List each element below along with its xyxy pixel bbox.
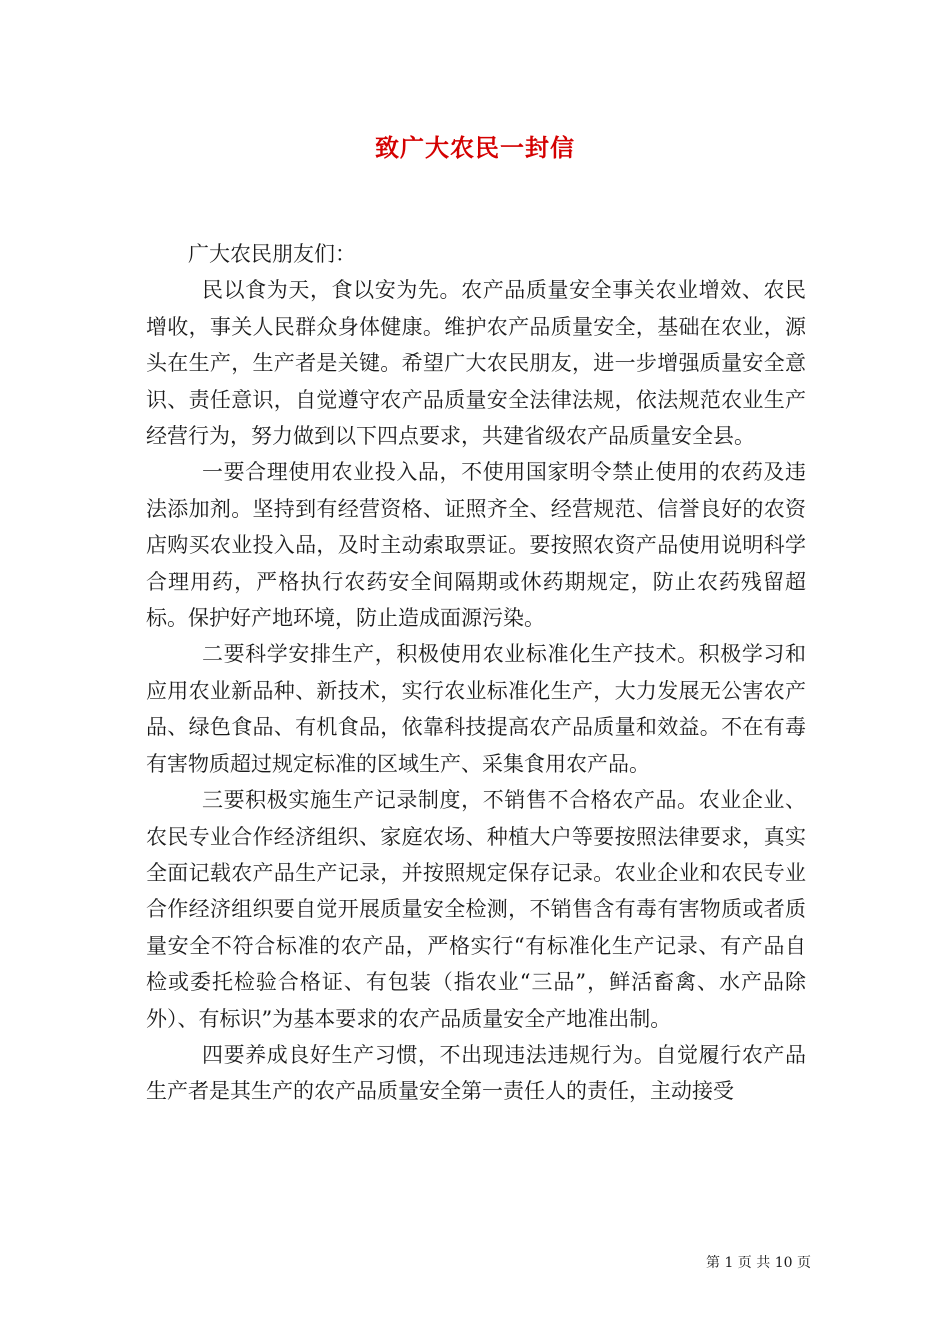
- document-title: 致广大农民一封信: [375, 133, 575, 162]
- paragraph-requirement-1: 一要合理使用农业投入品，不使用国家明令禁止使用的农药及违法添加剂。坚持到有经营资格、证照齐全、经营规范、信誉良好的农资店购买农业投入品，及时主动索取票证。要按照农资产品使用说明科学合理用药，严格执行农药安全间隔期或休药期规定，防止农药残留超标。保护好产地环境，防止造成面源污染。: [146, 460, 806, 631]
- page-number: 第 1 页 共 10 页: [706, 1255, 811, 1271]
- salutation: 广大农民朋友们：: [188, 242, 356, 266]
- paragraph-requirement-3: 三要积极实施生产记录制度，不销售不合格农产品。农业企业、农民专业合作经济组织、家庭农场、种植大户等要按照法律要求，真实全面记载农产品生产记录，并按照规定保存记录。农业企业和农民专业合作经济组织要自觉开展质量安全检测，不销售含有毒有害物质或者质量安全不符合标准的农产品，严格实行“有标准化生产记录、有产品自检或委托检验合格证、有包装（指农业“三品”，鲜活畜禽、水产品除外）、有标识”为基本要求的农产品质量安全产地准出制。: [146, 788, 806, 1031]
- paragraph-intro: 民以食为天，食以安为先。农产品质量安全事关农业增效、农民增收，事关人民群众身体健康。维护农产品质量安全，基础在农业，源头在生产，生产者是关键。希望广大农民朋友，进一步增强质量安全意识、责任意识，自觉遵守农产品质量安全法律法规，依法规范农业生产经营行为，努力做到以下四点要求，共建省级农产品质量安全县。: [146, 278, 806, 449]
- letter-body: [146, 236, 806, 1110]
- paragraph-requirement-2: 二要科学安排生产，积极使用农业标准化生产技术。积极学习和应用农业新品种、新技术，实行农业标准化生产，大力发展无公害农产品、绿色食品、有机食品，依靠科技提高农产品质量和效益。不在有毒有害物质超过规定标准的区域生产、采集食用农产品。: [146, 642, 806, 776]
- paragraph-requirement-4: 四要养成良好生产习惯，不出现违法违规行为。自觉履行农产品生产者是其生产的农产品质量安全第一责任人的责任，主动接受: [146, 1042, 806, 1104]
